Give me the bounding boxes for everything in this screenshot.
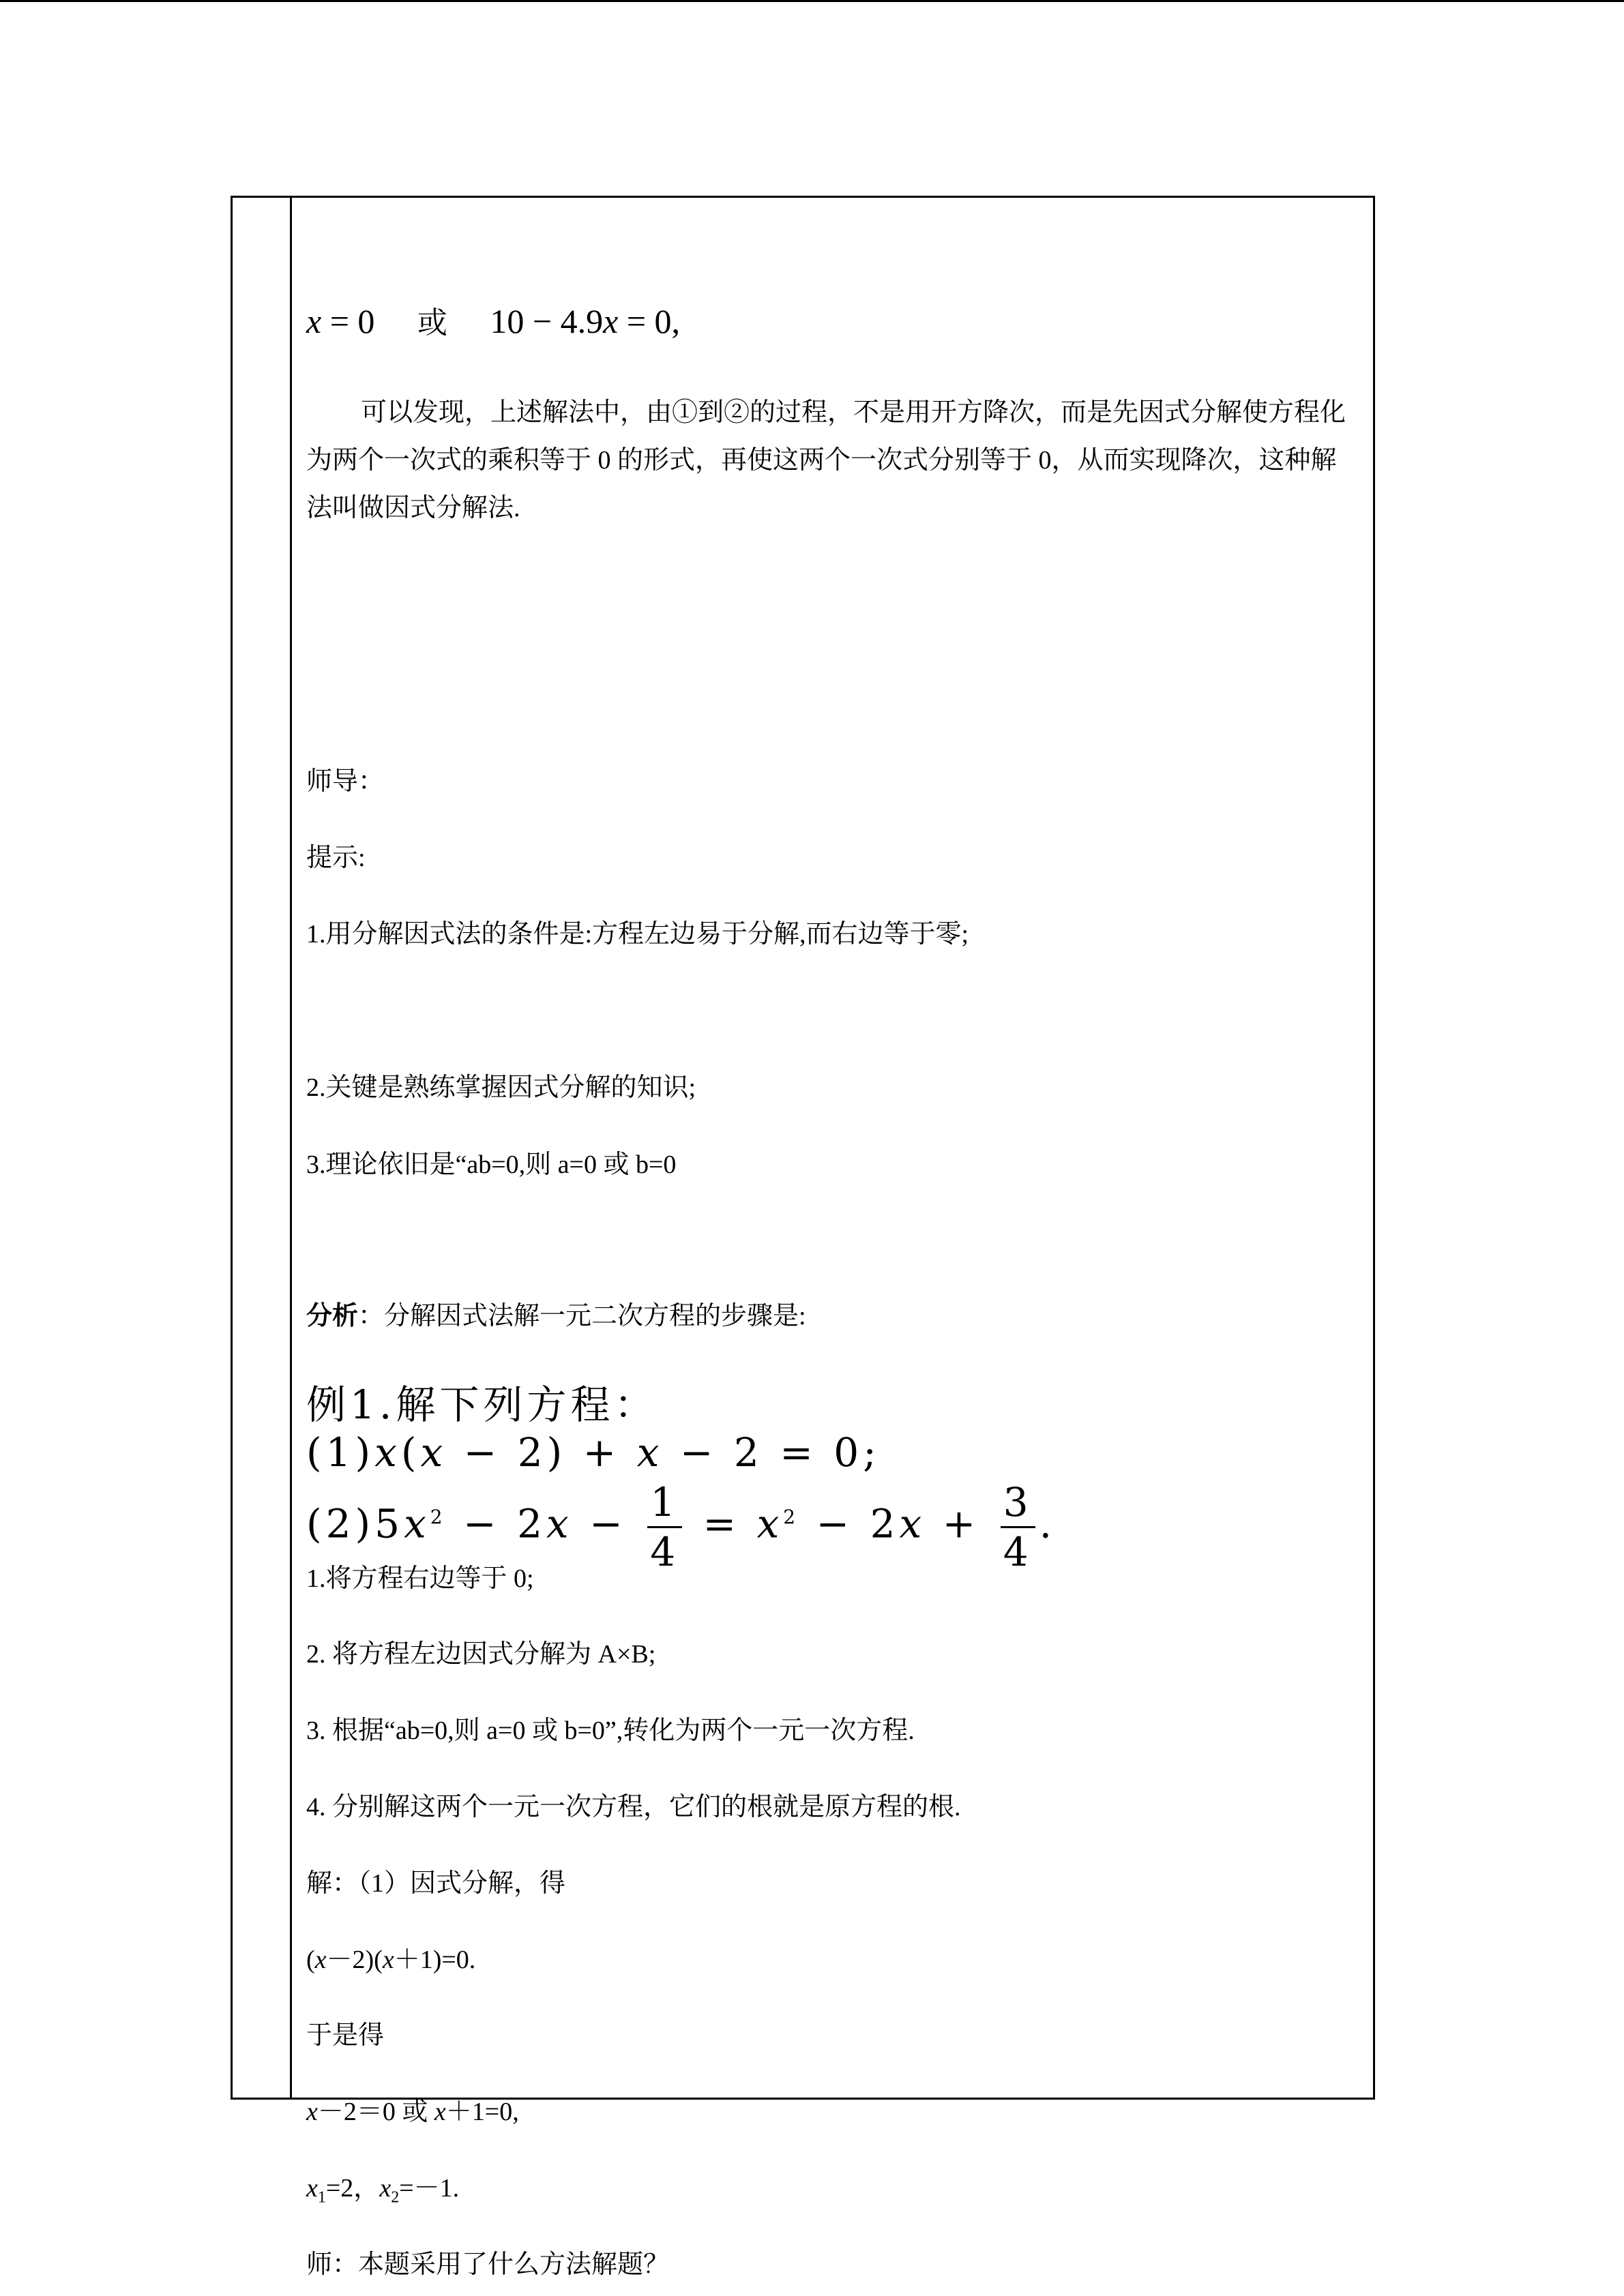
roots-line: $x_1=2$，$x_2=-1$. [306,2174,460,2207]
fraction-one-quarter: $\frac{1}{4}$ [647,1482,682,1572]
top-border-line [0,0,1624,2]
step-item: 4. 分别解这两个一元一次方程，它们的根就是原方程的根. [306,1793,961,1821]
fraction-three-quarters: $\frac{3}{4}$ [1001,1482,1035,1572]
analysis-label: 分析 [306,1302,359,1330]
column-divider [290,198,292,2098]
hint-item: 3.理论依旧是“ab=0,则 a=0 或 b=0 [306,1150,677,1179]
analysis-line: 分析：分解因式法解一元二次方程的步骤是: [306,1302,806,1330]
lesson-table [231,196,1375,2279]
hint-label: 提示: [306,844,366,872]
hint-item: 2.关键是熟练掌握因式分解的知识; [306,1073,696,1102]
content-cell [306,198,1357,2279]
method-explanation-paragraph: 可以发现，上述解法中，由①到②的过程，不是用开方降次，而是先因式分解使方程化为两个一次式的乘积等于 0 的形式，再使这两个一次式分别等于 0，从而实现降次，这种解法叫做因式分解法. [306,398,1346,522]
teacher-question: 师：本题采用了什么方法解题？ [306,2250,670,2279]
split-equations: x－2＝0 或 x＋1=0, [306,2098,519,2126]
so-label: 于是得 [306,2021,385,2050]
step-item: 1.将方程右边等于 0; [306,1564,534,1593]
solution-intro: 解：（1）因式分解，得 [306,1869,566,1898]
example-title: 例1.解下列方程： [306,1382,658,1428]
equation-x-equals-zero: x = 0 或 10 − 4.9x = 0, [306,302,681,340]
factored-equation: (x－2)(x＋1)=0. [306,1945,476,1974]
step-item: 3. 根据“ab=0,则 a=0 或 b=0”,转化为两个一元一次方程. [306,1716,915,1745]
teacher-guide-label: 师导： [306,767,385,796]
example-equation-1: (1)x(x − 2) + x − 2 = 0; [306,1429,881,1476]
hint-item: 1.用分解因式法的条件是:方程左边易于分解,而右边等于零; [306,920,969,949]
step-item: 2. 将方程左边因式分解为 A×B; [306,1640,656,1669]
example-equation-2: $(2)5x^2 - 2x$ − $\frac{1}{4}$ = $x^2 - 2x$ + $\frac{3}{4}$ . [306,1478,1057,1575]
